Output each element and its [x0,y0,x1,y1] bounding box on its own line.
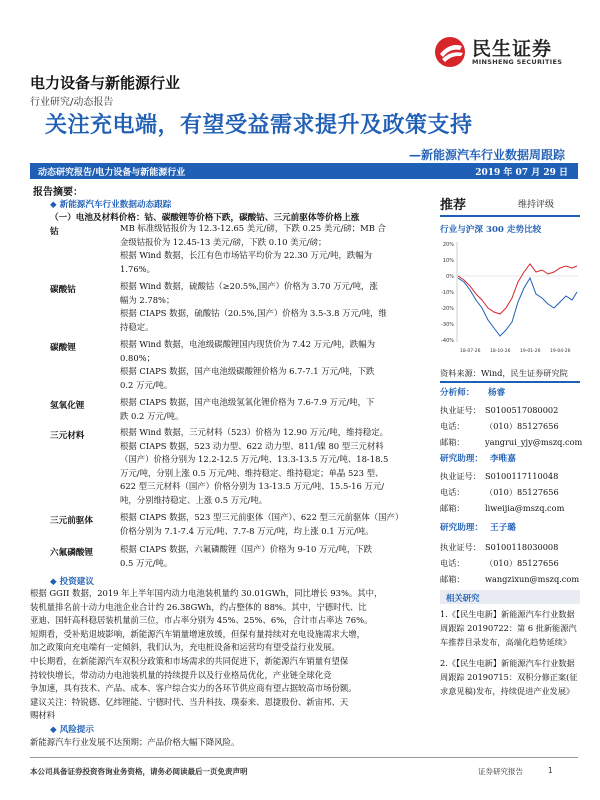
license-label: 执业证号： [440,542,481,552]
related-item-1[interactable]: 1.《【民生电新】新能源汽车行业数据周跟踪 20190722：第 6 批新能源汽车推荐目录发布，高端化趋势延续》 [440,609,577,647]
related-research-header [440,590,580,604]
analyst-phone: （010）85127656 [485,421,559,431]
logo-emblem-icon [434,36,468,68]
text-line: 根据 CIAPS 数据，国产电池级氢氧化锂价格为 7.6-7.9 万元/吨，下 [120,397,375,407]
recommendation: 推荐 [440,198,467,213]
y-tick: 10% [442,258,454,264]
invest-paragraph [30,587,422,723]
text-line: 根据 CIAPS 数据，国产电池级碳酸锂价格为 6.7-7.1 万元/吨，下跌 [120,366,375,377]
text-line: 持较快增长，带动动力电池装机量的持续提升以及行业格局优化，产业链全球化竞 [30,669,332,680]
text-line: 中长期看，在新能源汽车双积分政策和市场需求的共同促进下，新能源汽车销量有望保 [30,655,349,666]
y-tick: -20% [441,306,454,312]
logo-english-name: MINSHENG SECURITIES [472,58,563,66]
text-line: 跌 0.2 万元/吨。 [120,410,184,421]
logo-chinese-name: 民生证券 [472,38,553,60]
text-line: 幅为 2.78%； [120,294,175,305]
email-label: 邮箱： [440,503,465,513]
item-text-lithium-carbonate [120,338,417,392]
band-category: 动态研究报告/电力设备与新能源行业 [38,168,186,178]
text-line: 根据 CIAPS 数据，硫酸钴（20.5%,国产）价格为 3.5-3.8 万元/吨，维 [120,308,387,319]
section-heading-invest: ◆ 投资建议 [50,577,94,587]
item-text-cobalt [120,222,417,276]
footer-divider [30,757,578,758]
text-line: 根据 Wind 数据，电池级碳酸锂国内现货价为 7.42 万元/吨，跌幅为 [120,339,376,349]
related-research-title: 相关研究 [446,593,480,603]
text-line: 根据 Wind 数据，长江有色市场钴平均价为 22.30 万元/吨，跌幅为 [120,250,372,261]
y-tick: -10% [441,290,454,296]
x-tick: 19-01-26 [520,349,541,354]
item-text-cobalt-carbonate [120,280,417,334]
item-label-lipf6: 六氟磷酸锂 [50,548,93,558]
report-band [30,163,578,179]
footer-label: 证券研究报告 [478,767,523,776]
phone-label: 电话： [440,421,465,431]
item-label-cobalt: 钴 [50,227,59,237]
text-line: 0.80%； [120,352,155,363]
performance-chart [440,238,580,363]
assistant-name-1: 李唯嘉 [490,454,516,464]
y-tick: -40% [441,338,454,344]
license-label: 执业证号： [440,405,481,415]
report-type: 行业研究/动态报告 [30,97,114,108]
chart-source: 资料来源：Wind，民生证券研究院 [440,368,568,378]
assistant-title-1: 研究助理： [440,454,483,464]
assistant-phone-2: （010）85127656 [485,558,559,568]
assistant-license-2: S0100118030008 [485,542,559,552]
section-heading-data: ◆ 新能源汽车行业数据动态跟踪 [50,200,172,210]
divider [440,215,580,217]
report-title: 关注充电端，有望受益需求提升及政策支持 [45,113,473,138]
divider [440,381,580,383]
analyst-title: 分析师： [440,388,475,398]
assistant-email-2[interactable]: wangzixun@mszq.com [485,574,580,584]
item-label-ternary: 三元材料 [50,431,85,441]
item-label-lithium-hydroxide: 氢氧化锂 [50,401,85,411]
license-label: 执业证号： [440,471,481,481]
text-line: 赐材料 [30,710,56,721]
text-line: 争加速，具有技术、产品、成本、客户综合实力的各环节供应商有望占据较高市场份额。 [30,683,357,694]
text-line: 万元/吨，分别上涨 0.5 万元/吨、维持稳定、维持稳定；单晶 523 型、 [120,467,384,478]
text-line: 吨，分别维持稳定、上涨 0.5 万元/吨。 [120,494,268,505]
text-line: 加之政策向充电端有一定倾斜，我们认为，充电桩设备和运营均有望受益行业发展。 [30,642,340,653]
assistant-name-2: 王子璐 [490,523,516,533]
text-line: 装机量排名前十动力电池企业合计约 26.38GWh，约占整体的 88%。其中，宁德时代、比 [30,601,367,612]
assistant-license-1: S0100117110048 [485,471,559,481]
item-label-lithium-carbonate: 碳酸锂 [50,343,76,353]
abstract-title: 报告摘要： [33,187,83,198]
subsection-heading: （一）电池及材料价格：钴、碳酸锂等价格下跌，碳酸钴、三元前驱体等价格上涨 [50,213,360,223]
chart-title: 行业与沪深 300 走势比较 [440,225,542,235]
text-line: 0.5 万元/吨。 [120,557,173,568]
text-line: 1.76%。 [120,263,155,274]
text-line: 根据 GGII 数据，2019 年上半年国内动力电池装机量约 30.01GWh，同比增长 93%。其中， [30,588,383,598]
text-line: 根据 CIAPS 数据，523 动力型、622 动力型、811/镍 80 型三元材料 [120,440,384,451]
text-line: MB 标准级钴报价为 12.3-12.65 美元/磅，下跌 0.25 美元/磅；MB 合 [120,223,386,233]
footer-disclaimer: 本公司具备证券投资咨询业务资格，请务必阅读最后一页免责声明 [30,767,248,776]
item-text-ternary [120,426,417,508]
analyst-email[interactable]: yangrui_yjy@mszq.com [485,437,583,447]
x-tick: 19-04-26 [550,349,571,354]
text-line: 短期看，受补贴退坡影响，新能源汽车销量增速放缓，但保有量持续对充电设施需求大增， [30,628,365,639]
series-hs300 [458,264,577,314]
item-text-precursor [120,511,417,538]
text-line: 持稳定。 [120,321,154,332]
page-number: 1 [548,766,553,775]
text-line: 根据 CIAPS 数据，六氟磷酸锂（国产）价格为 9-10 万元/吨，下跌 [120,544,373,554]
item-label-cobalt-carbonate: 碳酸钴 [50,285,76,295]
email-label: 邮箱： [440,574,465,584]
phone-label: 电话： [440,487,465,497]
text-line: （国产）价格分别为 12.2-12.5 万元/吨、13.3-13.5 万元/吨、18-18.5 [120,454,389,465]
section-heading-risk: ◆ 风险提示 [50,725,94,735]
text-line: 亚迪、国轩高科稳居装机量前三位，市占率分别为 45%、25%、6%，合计市占率达 76%。 [30,615,373,626]
series-industry [458,278,577,336]
analyst-name: 杨睿 [488,388,506,398]
assistant-phone-1: （010）85127656 [485,487,559,497]
item-text-lithium-hydroxide [120,396,417,423]
item-text-lipf6 [120,543,417,570]
x-tick: 18-10-26 [490,349,511,354]
assistant-title-2: 研究助理： [440,523,483,533]
item-label-precursor: 三元前驱体 [50,516,93,526]
email-label: 邮箱： [440,437,465,447]
text-line: 根据 CIAPS 数据，523 型三元前驱体（国产）、622 型三元前驱体（国产） [120,512,404,522]
text-line: 建议关注：特锐德、亿纬锂能、宁德时代、当升科技、璞泰来、恩捷股份、新宙邦、天 [30,696,349,707]
y-tick: -30% [441,322,454,328]
risk-text: 新能源汽车行业发展不达预期；产品价格大幅下降风险。 [30,737,240,747]
analyst-license: S0100517080002 [485,405,559,415]
text-line: 根据 Wind 数据，三元材料（523）价格为 12.90 万元/吨，维持稳定。 [120,427,388,437]
rating: 维持评级 [518,200,555,210]
report-subtitle: —新能源汽车行业数据周跟踪 [408,148,565,162]
y-tick: 0% [446,274,454,280]
band-date: 2019 年 07 月 29 日 [475,168,568,178]
x-tick: 18-07-26 [460,349,481,354]
industry-name: 电力设备与新能源行业 [30,74,181,92]
text-line: 金级钴报价为 12.45-13 美元/磅，下跌 0.10 美元/磅； [120,236,327,247]
y-tick: 20% [442,242,454,248]
phone-label: 电话： [440,558,465,568]
assistant-email-1[interactable]: liweijia@mszq.com [485,503,565,513]
text-line: 根据 Wind 数据，硫酸钴（≥20.5%,国产）价格为 3.70 万元/吨，涨 [120,281,378,291]
text-line: 622 型三元材料（国产）价格分别为 13-13.5 万元/吨、15.5-16 万元/ [120,481,385,492]
text-line: 价格分别为 7.1-7.4 万元/吨、7.7-8 万元/吨，均上涨 0.1 万元/吨。 [120,525,374,536]
related-item-2[interactable]: 2.《【民生电新】新能源汽车行业数据周跟踪 20190715：双积分修正案(征求意见稿)发布，持续促进产业发展》 [440,658,578,696]
company-logo [434,34,576,70]
text-line: 0.2 万元/吨。 [120,379,173,390]
